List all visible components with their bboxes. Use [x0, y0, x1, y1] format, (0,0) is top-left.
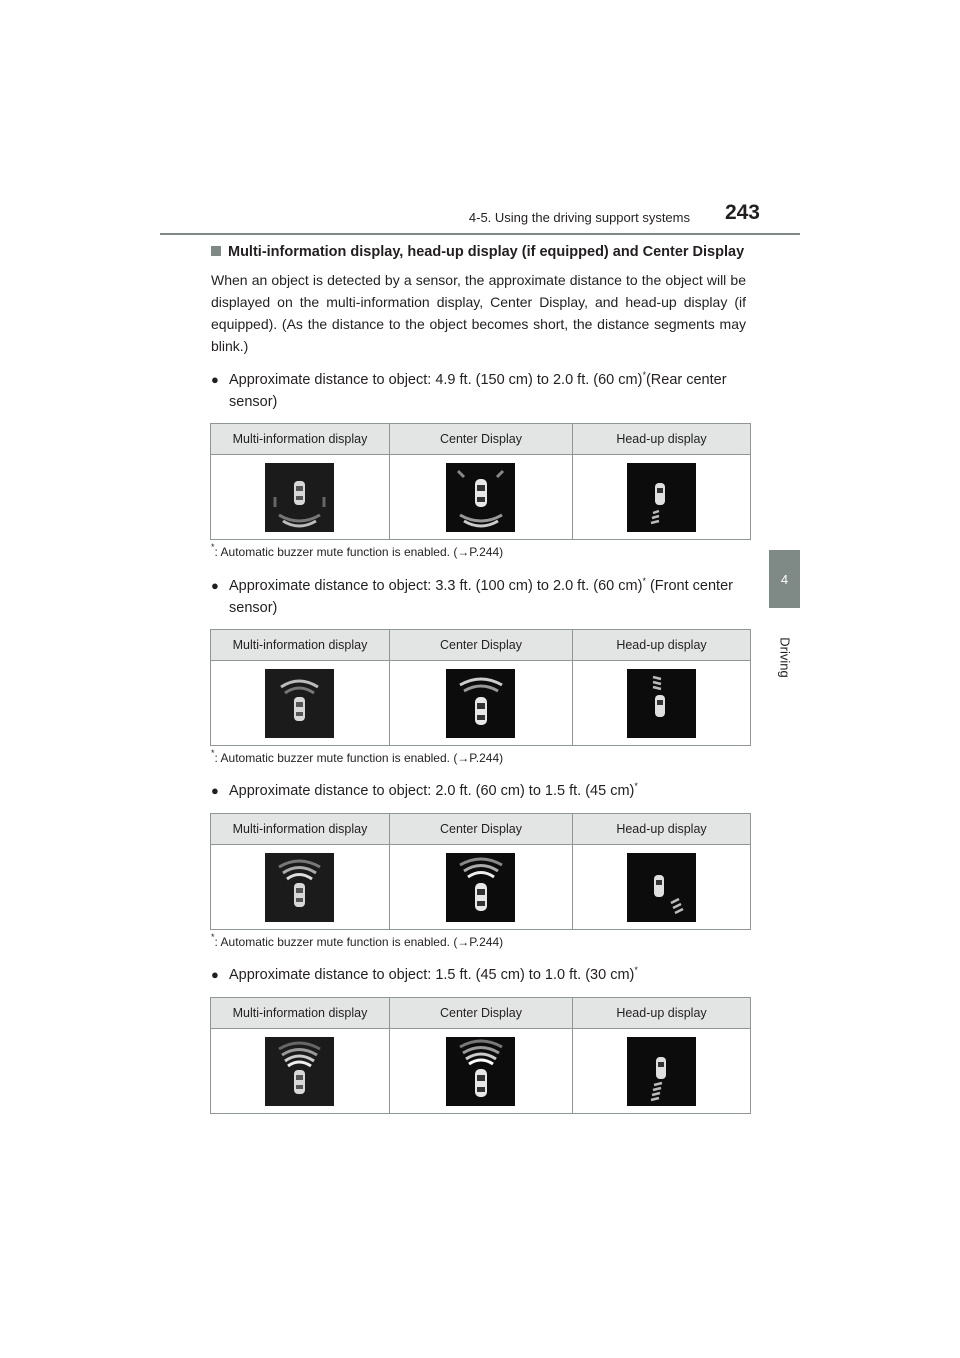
head-up-display-image [627, 669, 696, 738]
multi-information-display-image [265, 1037, 334, 1106]
footnote-marker: * [211, 748, 215, 758]
table-header: Center Display [389, 998, 572, 1029]
chapter-label: Driving [777, 637, 793, 678]
table-cell [573, 661, 751, 746]
footnote-marker: * [634, 965, 638, 975]
display-table [210, 629, 751, 746]
table-cell [573, 1029, 751, 1114]
table-header: Head-up display [573, 424, 751, 455]
bullet-text: Approximate distance to object: 3.3 ft. (100 cm) to 2.0 ft. (60 cm) [229, 578, 643, 594]
footnote-marker: * [642, 370, 646, 380]
table-cell [211, 455, 390, 540]
table-cell [211, 1029, 390, 1114]
table-header: Multi-information display [211, 998, 390, 1029]
footnote-marker: * [634, 781, 638, 791]
head-up-display-image [627, 1037, 696, 1106]
display-table [210, 813, 751, 930]
center-display-image [446, 1037, 515, 1106]
bullet-dot-icon: ● [211, 578, 219, 593]
table-header: Multi-information display [211, 424, 390, 455]
square-marker-icon [211, 246, 221, 256]
bullet-dot-icon: ● [211, 967, 219, 982]
bullet-dot-icon: ● [211, 783, 219, 798]
bullet-item [211, 780, 751, 802]
table-cell [211, 661, 390, 746]
bullet-text: Approximate distance to object: 2.0 ft. (60 cm) to 1.5 ft. (45 cm) [229, 783, 635, 799]
subheading-text: Multi-information display, head-up display (if equipped) and Center Display [228, 244, 745, 260]
table-header: Head-up display [573, 630, 751, 661]
running-header-section: 4-5. Using the driving support systems [468, 210, 690, 225]
bullet-item [211, 575, 751, 619]
table-cell [389, 1029, 572, 1114]
footnote-text: : Automatic buzzer mute function is enabled. (→P.244) [214, 545, 504, 559]
page-number: 243 [724, 201, 760, 224]
bullet-after-text: (Rear center sensor) [229, 372, 727, 410]
table-header: Head-up display [573, 998, 751, 1029]
footnote-text: : Automatic buzzer mute function is enabled. (→P.244) [214, 935, 504, 949]
head-up-display-image [627, 853, 696, 922]
bullet-item [211, 369, 751, 413]
center-display-image [446, 669, 515, 738]
table-cell [389, 455, 572, 540]
center-display-image [446, 463, 515, 532]
table-cell [211, 845, 390, 930]
footnote-marker: * [642, 576, 646, 586]
footnote [211, 748, 751, 765]
multi-information-display-image [265, 669, 334, 738]
table-cell [573, 455, 751, 540]
display-table [210, 997, 751, 1114]
head-up-display-image [627, 463, 696, 532]
center-display-image [446, 853, 515, 922]
footnote-marker: * [211, 932, 215, 942]
footnote [211, 542, 751, 559]
table-header: Multi-information display [211, 630, 390, 661]
chapter-number: 4 [780, 571, 789, 587]
footnote [211, 932, 751, 949]
table-header: Center Display [389, 424, 572, 455]
table-header: Center Display [389, 814, 572, 845]
table-header: Head-up display [573, 814, 751, 845]
bullet-text: Approximate distance to object: 4.9 ft. (150 cm) to 2.0 ft. (60 cm) [229, 372, 643, 388]
subheading [211, 244, 771, 260]
header-rule [160, 233, 800, 235]
footnote-marker: * [211, 542, 215, 552]
intro-paragraph: When an object is detected by a sensor, the approximate distance to the object will be displayed on the multi-information display, Center Display, and head-up display (if equipped). (As the distance to the object becomes short, the distance segments may blink.) [211, 272, 746, 354]
table-cell [389, 845, 572, 930]
table-header: Multi-information display [211, 814, 390, 845]
display-table [210, 423, 751, 540]
multi-information-display-image [265, 853, 334, 922]
bullet-dot-icon: ● [211, 372, 219, 387]
table-header: Center Display [389, 630, 572, 661]
multi-information-display-image [265, 463, 334, 532]
bullet-item [211, 964, 751, 986]
chapter-tab [769, 550, 800, 608]
footnote-text: : Automatic buzzer mute function is enabled. (→P.244) [214, 751, 504, 765]
bullet-text: Approximate distance to object: 1.5 ft. (45 cm) to 1.0 ft. (30 cm) [229, 967, 635, 983]
bullet-after-text: (Front center sensor) [229, 578, 733, 616]
table-cell [573, 845, 751, 930]
table-cell [389, 661, 572, 746]
